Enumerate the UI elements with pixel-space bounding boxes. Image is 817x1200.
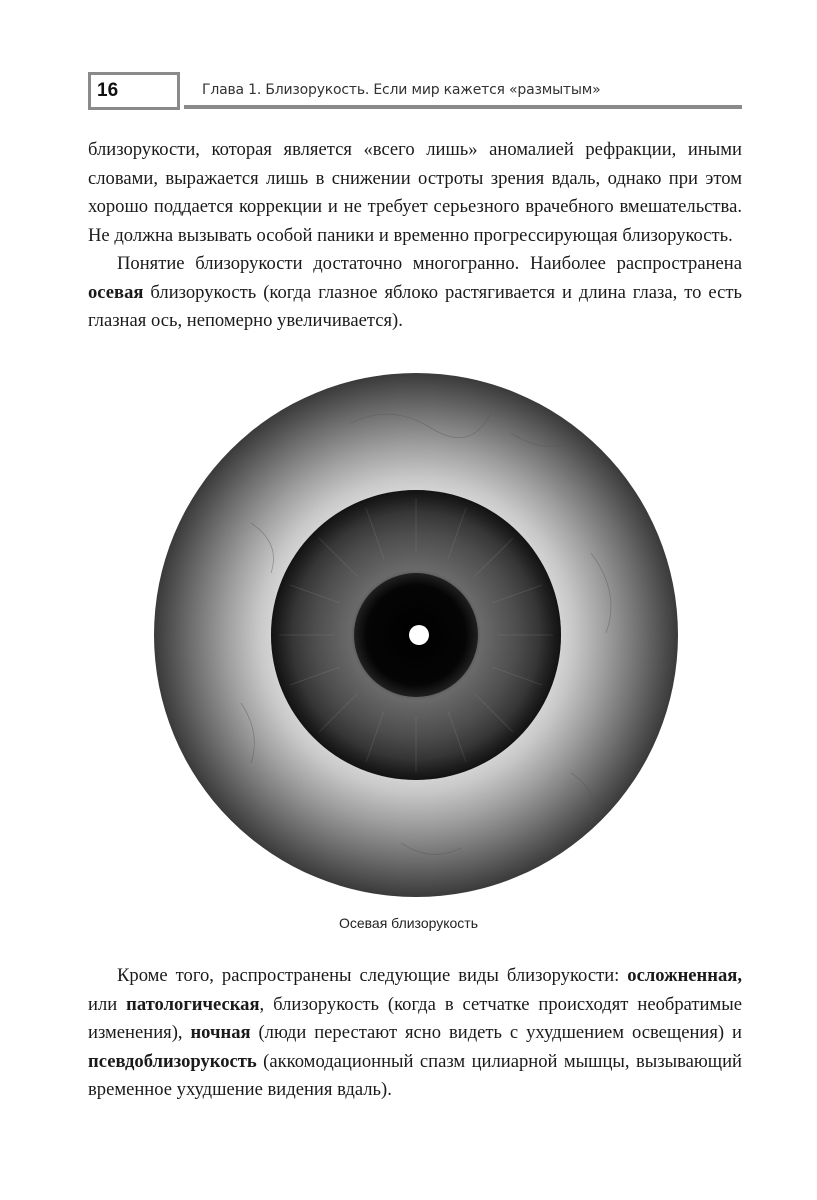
bottom-text [88, 962, 742, 1105]
text-span: , близорукость (когда в сетчатке происходят необратимые изменения), [88, 993, 742, 1043]
text-span: или [88, 993, 127, 1015]
top-text [88, 136, 742, 336]
chapter-title: Глава 1. Близорукость. Если мир кажется «размытым» [202, 82, 601, 98]
term-night: ночная [190, 1022, 251, 1043]
figure-caption: Осевая близорукость [338, 915, 479, 931]
paragraph-axial-myopia [88, 250, 742, 336]
text-span: Кроме того, распространены следующие виды близорукости: [117, 965, 628, 986]
term-complicated: осложненная, [627, 965, 742, 986]
eyeball-illustration [151, 373, 681, 897]
text-span: (аккомодационный спазм цилиарной мышцы, вызывающий временное ухудшение видения вдаль). [88, 1050, 742, 1100]
paragraph-continued: близорукости, которая является «всего лишь» аномалией рефракции, иными словами, выражается лишь в снижении остроты зрения вдаль, однако при этом хорошо поддается коррекции и не требует серьезного врачебного вмешательства. Не должна вызывать особой паники и временно прогрессирующая близорукость. [88, 139, 742, 246]
page-number: 16 [88, 72, 180, 110]
term-pseudomyopia: псевдоблизорукость [88, 1050, 257, 1072]
running-header [88, 72, 742, 112]
text-span: (люди перестают ясно видеть с ухудшением освещения) и [250, 1022, 742, 1043]
paragraph-myopia-types [88, 962, 742, 1105]
header-rule [184, 105, 742, 109]
term-pathological: патологическая [126, 993, 260, 1015]
text-span: близорукость (когда глазное яблоко растягивается и длина глаза, то есть глазная ось, непомерно увеличивается). [88, 281, 742, 331]
pupil-highlight [409, 625, 429, 645]
term-axial: осевая [88, 281, 144, 303]
text-span: Понятие близорукости достаточно многогранно. Наиболее распространена [117, 253, 742, 274]
